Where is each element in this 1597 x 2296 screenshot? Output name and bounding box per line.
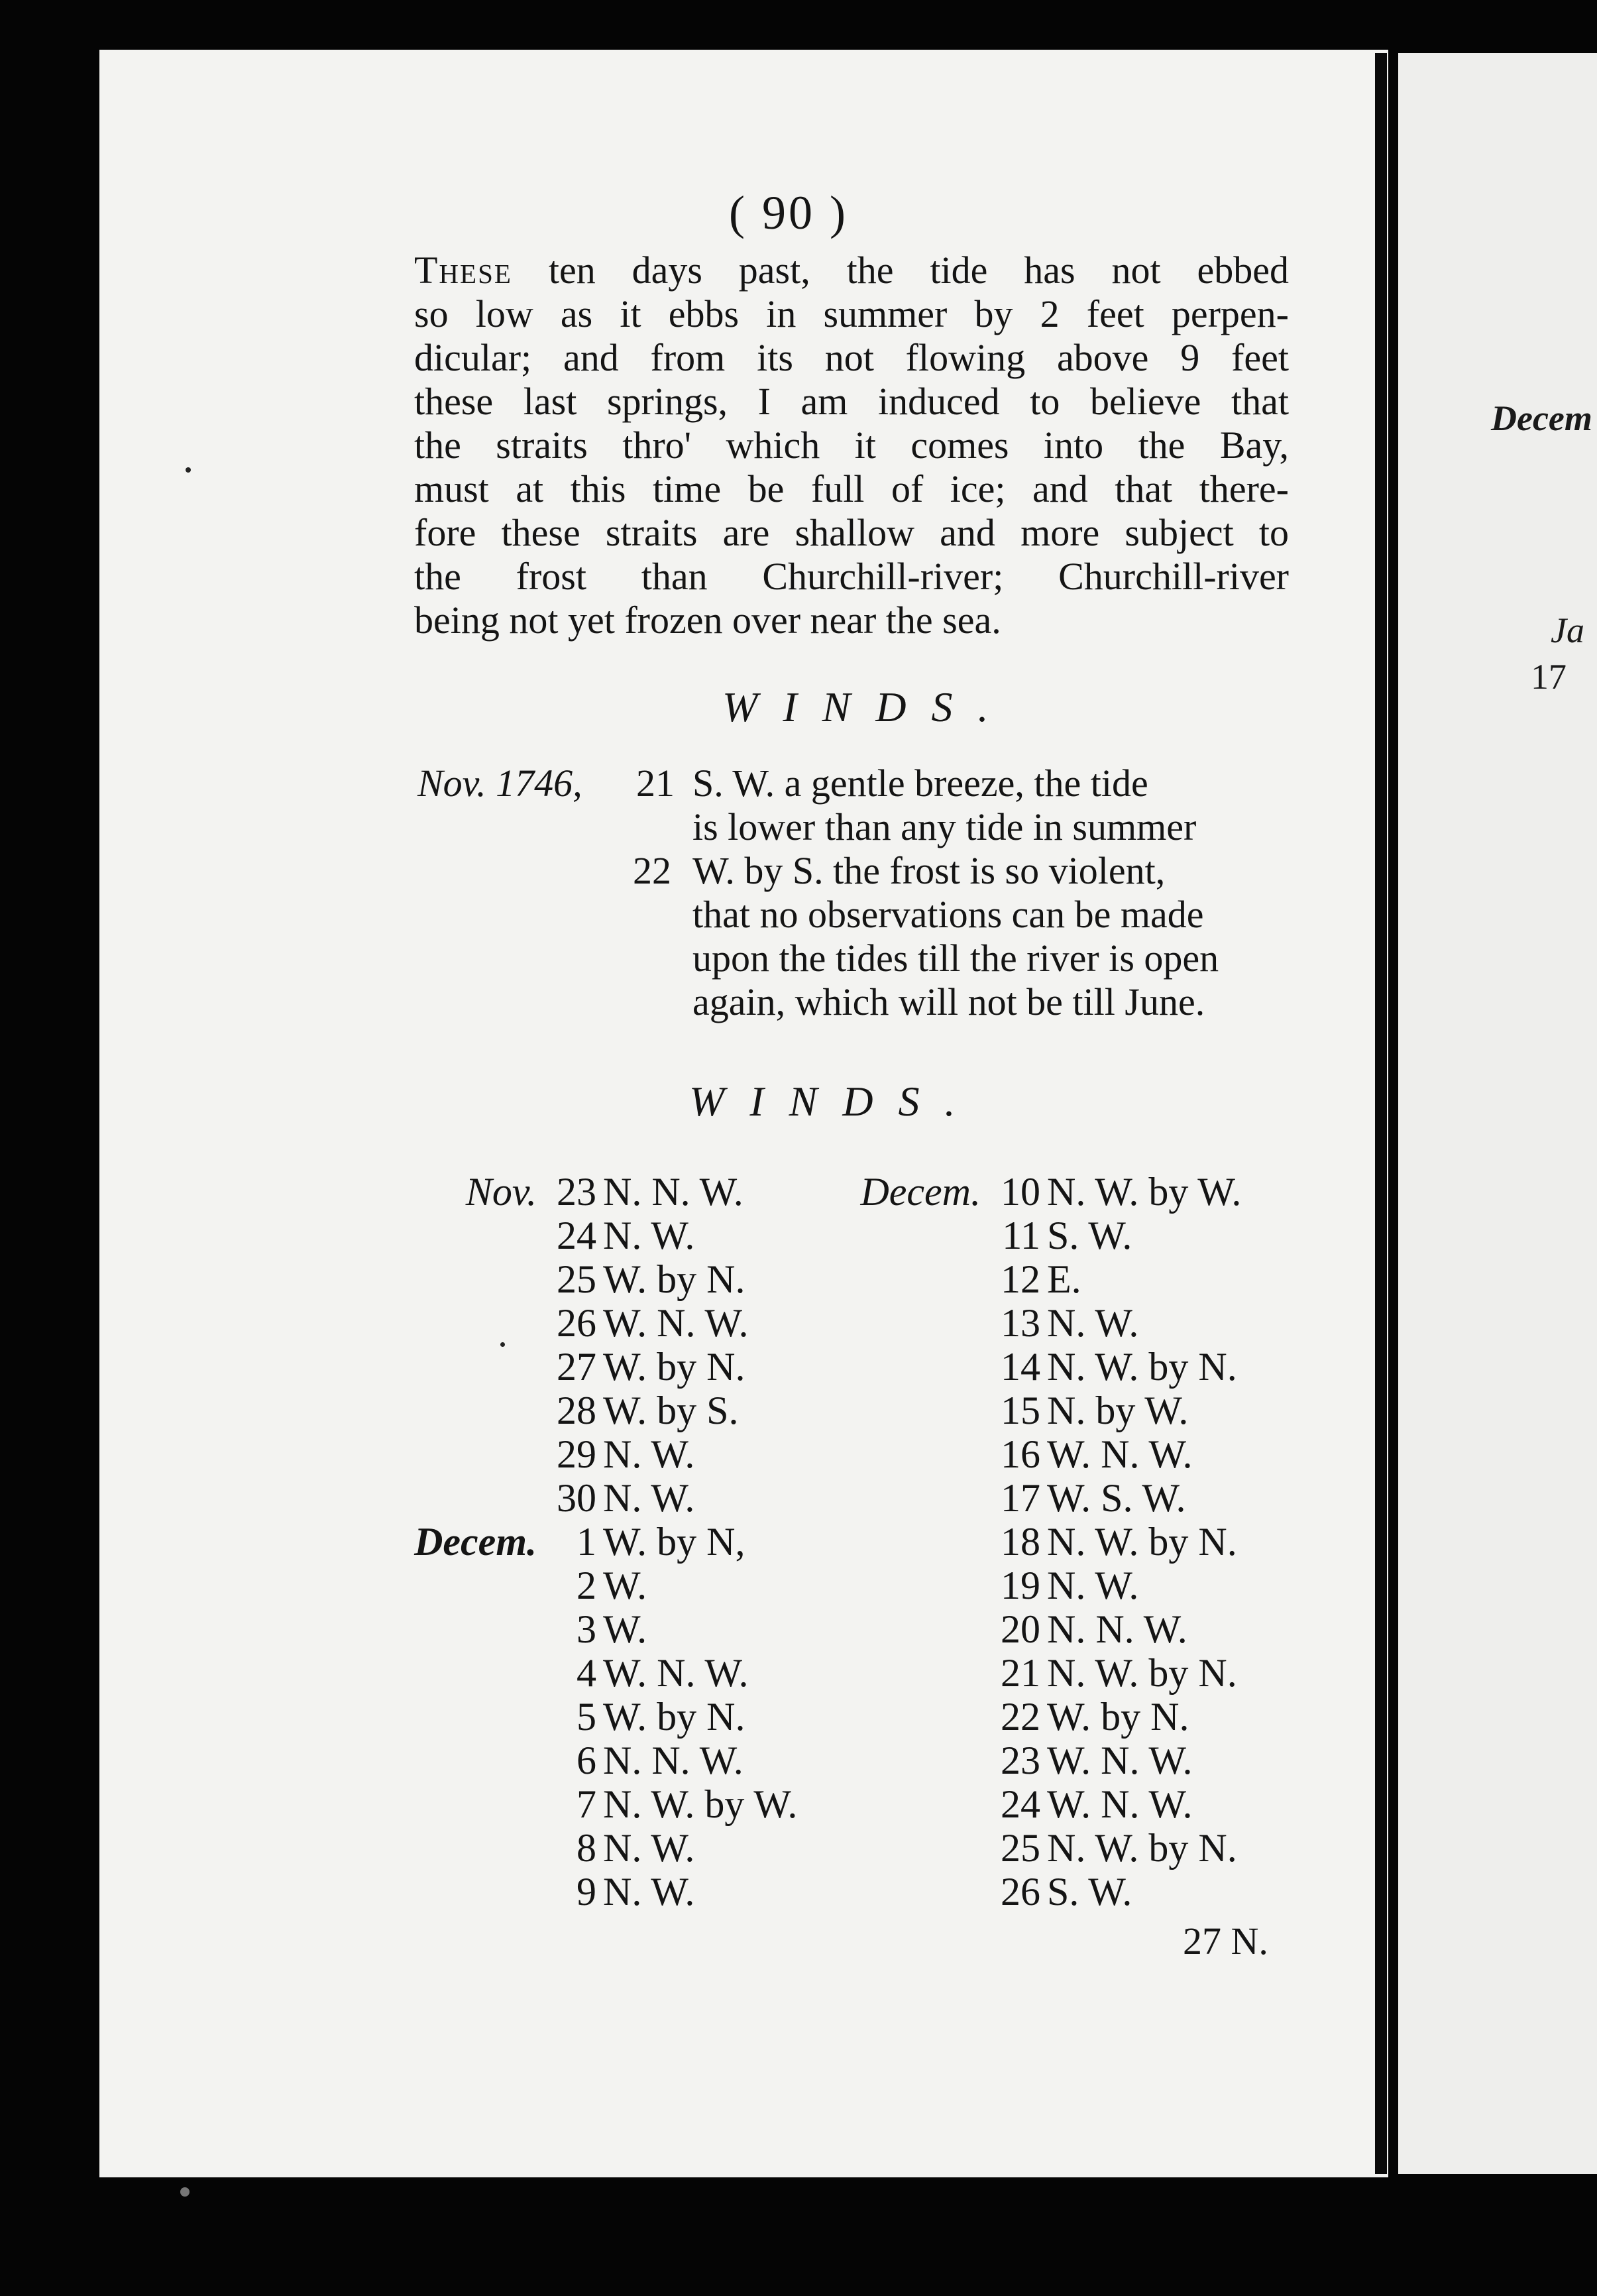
facing-page-fragment: Ja bbox=[1551, 610, 1584, 650]
table-row: 15 N. by W. bbox=[1001, 1389, 1189, 1432]
intro-paragraph bbox=[414, 249, 1289, 642]
entry-line: upon the tides till the river is open bbox=[692, 937, 1219, 980]
table-row: 13 N. W. bbox=[1001, 1301, 1139, 1345]
entry-line: is lower than any tide in summer bbox=[692, 805, 1197, 848]
paragraph-line: fore these straits are shallow and more subject to bbox=[414, 511, 1289, 554]
paragraph-line: these last springs, I am induced to believe that bbox=[414, 380, 1289, 423]
table-row: 14 N. W. by N. bbox=[1001, 1345, 1237, 1389]
entry-date: Nov. 1746, bbox=[417, 762, 582, 805]
table-row: 17 W. S. W. bbox=[1001, 1476, 1186, 1520]
table-row: 2 W. bbox=[577, 1564, 647, 1607]
paragraph-line: so low as it ebbs in summer by 2 feet perpen- bbox=[414, 292, 1289, 335]
table-row: 21 N. W. by N. bbox=[1001, 1651, 1237, 1695]
paragraph-lead-word: These bbox=[414, 249, 512, 292]
table-row: Decem. 1 W. by N, bbox=[414, 1520, 745, 1564]
table-row: 3 W. bbox=[577, 1607, 647, 1651]
table-row: 12 E. bbox=[1001, 1257, 1081, 1301]
page-number: ( 90 ) bbox=[729, 186, 848, 239]
catchword: 27 N. bbox=[1183, 1920, 1268, 1963]
table-row: 27 W. by N. bbox=[557, 1345, 745, 1389]
table-row: 25 N. W. by N. bbox=[1001, 1826, 1237, 1870]
facing-page-fragment: Decem bbox=[1491, 398, 1592, 438]
ink-speck bbox=[500, 1342, 505, 1347]
table-row: 25 W. by N. bbox=[557, 1257, 745, 1301]
entry-day: 22 bbox=[633, 849, 671, 892]
table-row: 7 N. W. by W. bbox=[577, 1782, 798, 1826]
table-row: 22 W. by N. bbox=[1001, 1695, 1189, 1739]
table-row: 28 W. by S. bbox=[557, 1389, 739, 1432]
ink-speck bbox=[180, 2187, 190, 2197]
paragraph-line: must at this time be full of ice; and that there- bbox=[414, 467, 1289, 510]
entry-line: again, which will not be till June. bbox=[692, 980, 1205, 1023]
facing-page-edge bbox=[1398, 53, 1597, 2174]
table-row: 23 W. N. W. bbox=[1001, 1739, 1193, 1782]
table-row: 24 N. W. bbox=[557, 1214, 695, 1257]
table-row: 5 W. by N. bbox=[577, 1695, 745, 1739]
table-row: 16 W. N. W. bbox=[1001, 1432, 1193, 1476]
table-row: 8 N. W. bbox=[577, 1826, 695, 1870]
table-row: 6 N. N. W. bbox=[577, 1739, 743, 1782]
table-row: 24 W. N. W. bbox=[1001, 1782, 1193, 1826]
table-row: 9 N. W. bbox=[577, 1870, 695, 1914]
winds-table-left bbox=[414, 1170, 798, 1914]
paragraph-line: the frost than Churchill-river; Churchill-river bbox=[414, 555, 1289, 598]
table-row: 29 N. W. bbox=[557, 1432, 695, 1476]
table-row: 4 W. N. W. bbox=[577, 1651, 749, 1695]
table-row: 20 N. N. W. bbox=[1001, 1607, 1187, 1651]
table-row: Nov. 23 N. N. W. bbox=[465, 1170, 743, 1214]
ink-speck bbox=[186, 467, 191, 473]
entry-line: S. W. a gentle breeze, the tide bbox=[692, 762, 1148, 805]
winds-table-right bbox=[860, 1170, 1242, 1914]
paragraph-line: being not yet frozen over near the sea. bbox=[414, 599, 1001, 642]
paragraph-line: These ten days past, the tide has not ebbed bbox=[414, 249, 1289, 292]
table-row: 18 N. W. by N. bbox=[1001, 1520, 1237, 1564]
entry-line: that no observations can be made bbox=[692, 893, 1204, 936]
table-row: 30 N. W. bbox=[557, 1476, 695, 1520]
table-row: Decem. 10 N. W. by W. bbox=[860, 1170, 1242, 1214]
table-row: 26 W. N. W. bbox=[557, 1301, 749, 1345]
table-row: 11 S. W. bbox=[1002, 1214, 1132, 1257]
table-row: 26 S. W. bbox=[1001, 1870, 1132, 1914]
paragraph-line: dicular; and from its not flowing above 9 feet bbox=[414, 336, 1289, 379]
entry-line: W. by S. the frost is so violent, bbox=[692, 849, 1166, 892]
table-row: 19 N. W. bbox=[1001, 1564, 1139, 1607]
paragraph-line: the straits thro' which it comes into the Bay, bbox=[414, 424, 1289, 467]
section-heading: WINDS. bbox=[722, 683, 1014, 730]
entry-day: 21 bbox=[636, 762, 675, 805]
facing-page-fragment: 17 bbox=[1531, 657, 1567, 697]
section-heading: WINDS. bbox=[689, 1078, 981, 1125]
page-gutter bbox=[1375, 53, 1387, 2174]
